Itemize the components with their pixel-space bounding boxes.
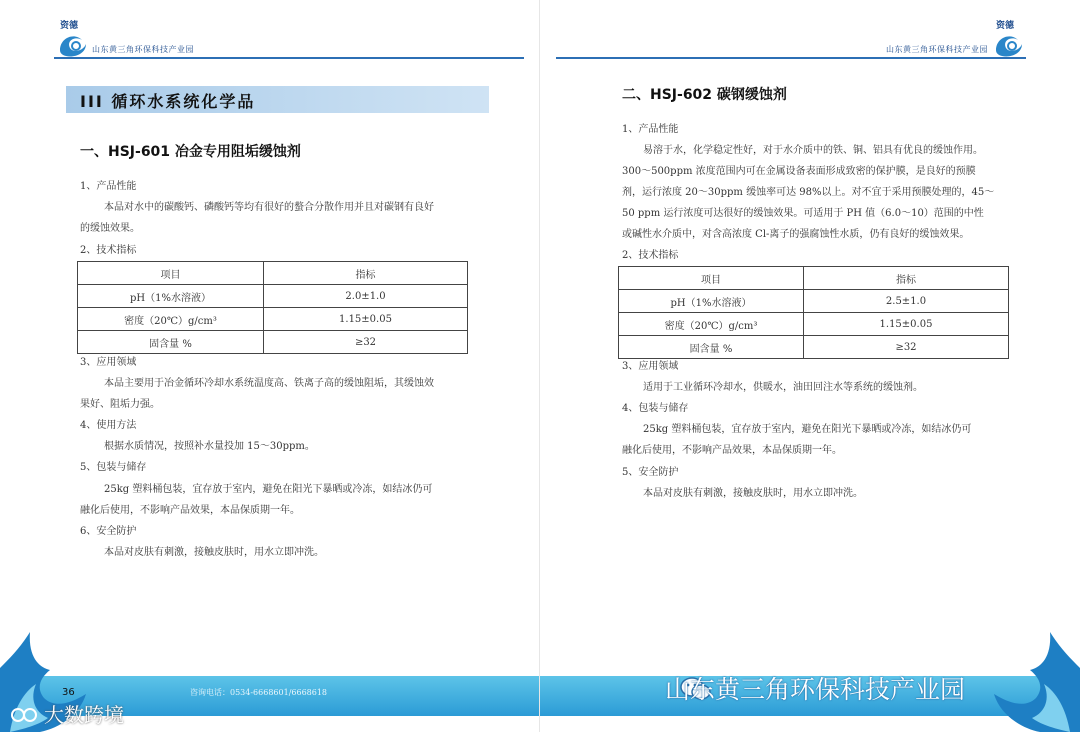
table-row xyxy=(78,331,468,354)
table-header-cell: 指标 xyxy=(264,262,468,285)
header-rule xyxy=(556,57,1026,59)
section-title: 1、产品性能 xyxy=(622,124,679,135)
body-text: 的缓蚀效果。 xyxy=(80,223,140,234)
right-page xyxy=(540,0,1080,732)
page-number: 36 xyxy=(62,687,75,698)
body-text: 剂，运行浓度 20～30ppm 缓蚀率可达 98%以上。对不宜于采用预膜处理的，45～ xyxy=(622,187,995,198)
table-header-cell: 项目 xyxy=(78,262,264,285)
table-cell: 密度（20℃）g/cm³ xyxy=(619,313,804,336)
section-title: 5、包装与储存 xyxy=(80,462,147,473)
table-row xyxy=(619,290,1009,313)
table-cell: pH（1%水溶液） xyxy=(619,290,804,313)
chapter-heading-band xyxy=(66,86,489,113)
section-title: 3、应用领域 xyxy=(80,357,137,368)
body-text: 本品主要用于冶金循环冷却水系统温度高、铁离子高的缓蚀阻垢，其缓蚀效 xyxy=(104,378,434,389)
header-park-name: 山东黄三角环保科技产业园 xyxy=(886,45,988,54)
section-title: 4、使用方法 xyxy=(80,420,137,431)
body-text: 易溶于水，化学稳定性好，对于水介质中的铁、铜、铝具有优良的缓蚀作用。 xyxy=(643,145,983,156)
wave-logo-icon xyxy=(992,28,1026,58)
brand-text: 资德 xyxy=(60,21,79,31)
body-text: 融化后使用，不影响产品效果，本品保质期一年。 xyxy=(622,445,842,456)
table-header-cell: 指标 xyxy=(804,267,1009,290)
table-row xyxy=(78,285,468,308)
brand-text: 资德 xyxy=(996,21,1015,31)
table-cell: 1.15±0.05 xyxy=(804,313,1009,336)
watermark-brand: 大数跨境 xyxy=(44,703,124,727)
table-header-row xyxy=(78,262,468,285)
body-text: 果好、阻垢力强。 xyxy=(80,399,160,410)
header-park-name: 山东黄三角环保科技产业园 xyxy=(92,45,194,54)
watermark-logo-icon xyxy=(10,706,40,724)
spec-table xyxy=(618,266,1009,359)
body-text: 25kg 塑料桶包装，宜存放于室内，避免在阳光下暴晒或冷冻，如结冰仍可 xyxy=(643,424,972,435)
product-title: 一、HSJ-601 冶金专用阻垢缓蚀剂 xyxy=(80,144,301,160)
table-cell: 密度（20℃）g/cm³ xyxy=(78,308,264,331)
watermark-park-name: 山东黄三角环保科技产业园 xyxy=(665,675,966,704)
body-text: 适用于工业循环冷却水，供暖水，油田回注水等系统的缓蚀剂。 xyxy=(643,382,923,393)
table-row xyxy=(619,313,1009,336)
body-text: 根据水质情况，按照补水量投加 15～30ppm。 xyxy=(104,441,315,452)
wave-splash-icon xyxy=(990,628,1080,732)
table-row xyxy=(78,308,468,331)
body-text: 或碱性水介质中，对含高浓度 Cl-离子的强腐蚀性水质，仍有良好的缓蚀效果。 xyxy=(622,229,970,240)
header-rule xyxy=(54,57,524,59)
section-title: 2、技术指标 xyxy=(622,250,679,261)
body-text: 25kg 塑料桶包装，宜存放于室内，避免在阳光下暴晒或冷冻，如结冰仍可 xyxy=(104,484,433,495)
section-title: 4、包装与储存 xyxy=(622,403,689,414)
contact-phone: 咨询电话：0534-6668601/6668618 xyxy=(190,688,328,697)
table-cell: ≥32 xyxy=(264,331,468,354)
table-cell: 2.0±1.0 xyxy=(264,285,468,308)
section-title: 1、产品性能 xyxy=(80,181,137,192)
product-title: 二、HSJ-602 碳钢缓蚀剂 xyxy=(622,87,787,103)
section-title: 2、技术指标 xyxy=(80,245,137,256)
table-header-cell: 项目 xyxy=(619,267,804,290)
body-text: 300～500ppm 浓度范围内可在金属设备表面形成致密的保护膜，是良好的预膜 xyxy=(622,166,976,177)
brand-logo xyxy=(990,18,1030,60)
body-text: 50 ppm 运行浓度可达很好的缓蚀效果。可适用于 PH 值（6.0～10）范围的中性 xyxy=(622,208,984,219)
spec-table xyxy=(77,261,468,354)
brand-logo xyxy=(54,18,94,60)
body-text: 融化后使用，不影响产品效果，本品保质期一年。 xyxy=(80,505,300,516)
table-cell: 固含量 % xyxy=(619,336,804,359)
body-text: 本品对水中的碳酸钙、磷酸钙等均有很好的螯合分散作用并且对碳钢有良好 xyxy=(104,202,434,213)
table-header-row xyxy=(619,267,1009,290)
table-cell: 2.5±1.0 xyxy=(804,290,1009,313)
table-cell: 1.15±0.05 xyxy=(264,308,468,331)
section-title: 5、安全防护 xyxy=(622,467,679,478)
body-text: 本品对皮肤有刺激，接触皮肤时，用水立即冲洗。 xyxy=(104,547,324,558)
chapter-title: III 循环水系统化学品 xyxy=(80,92,256,111)
table-cell: pH（1%水溶液） xyxy=(78,285,264,308)
wave-logo-icon xyxy=(56,28,90,58)
table-cell: ≥32 xyxy=(804,336,1009,359)
section-title: 6、安全防护 xyxy=(80,526,137,537)
table-cell: 固含量 % xyxy=(78,331,264,354)
section-title: 3、应用领域 xyxy=(622,361,679,372)
body-text: 本品对皮肤有刺激，接触皮肤时，用水立即冲洗。 xyxy=(643,488,863,499)
